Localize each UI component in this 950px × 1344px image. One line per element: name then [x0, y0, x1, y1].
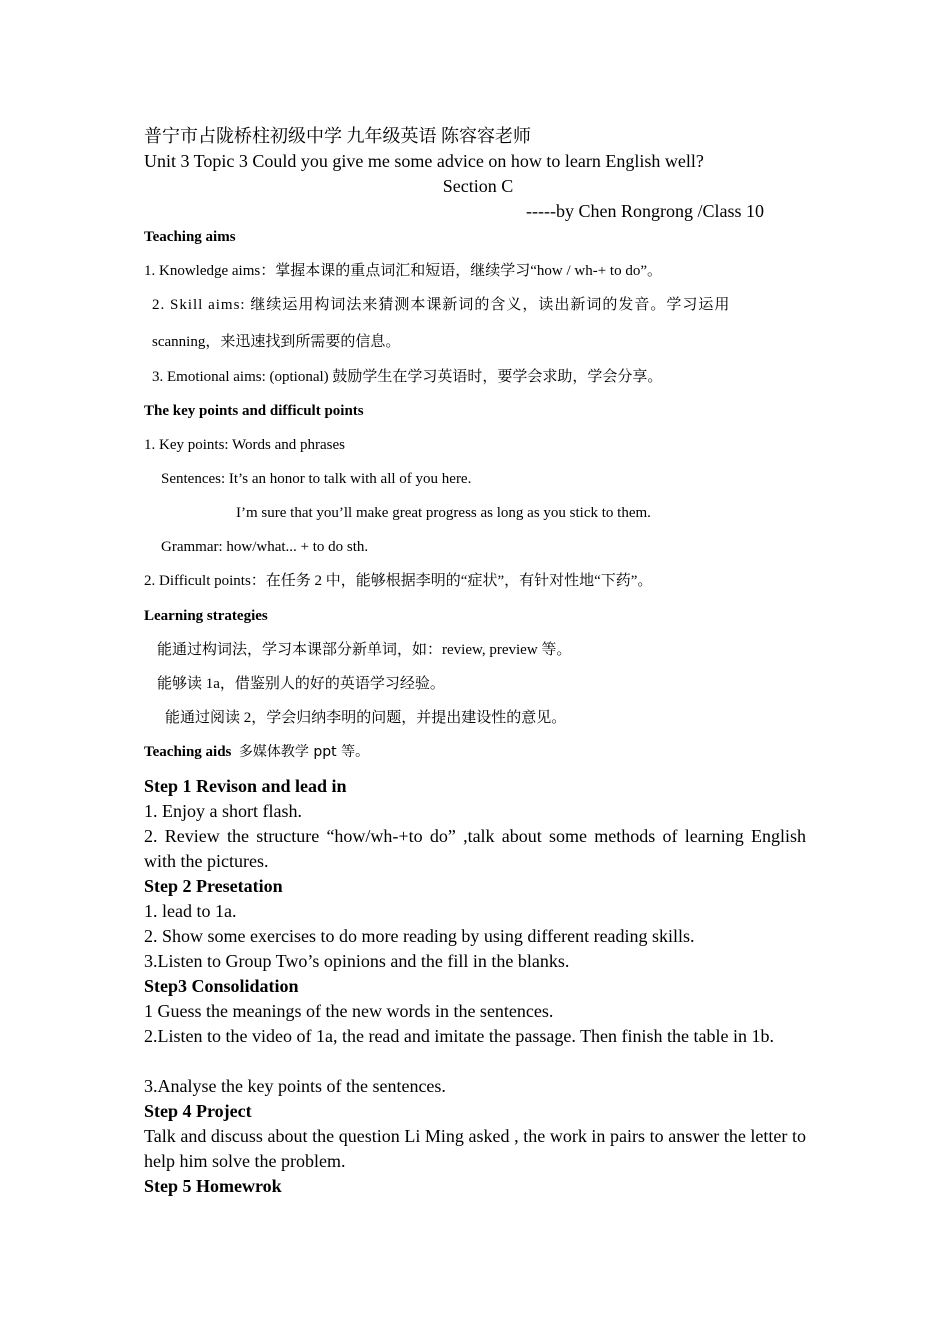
section-label: Section C	[442, 176, 514, 196]
key-points-heading: The key points and difficult points	[144, 403, 364, 419]
step4-title: Step 4 Project	[144, 1101, 252, 1121]
unit-title: Unit 3 Topic 3 Could you give me some advice on how to learn English well?	[144, 151, 704, 171]
knowledge-aims: 1. Knowledge aims：掌握本课的重点词汇和短语，继续学习“how / wh-+ to do”。	[144, 263, 663, 279]
key-sentence-1: Sentences: It’s an honor to talk with all of you here.	[161, 471, 472, 487]
teaching-aims-heading: Teaching aims	[144, 229, 236, 245]
skill-aims-line2: scanning，来迅速找到所需要的信息。	[152, 334, 401, 350]
step3-item1: 1 Guess the meanings of the new words in the sentences.	[144, 1001, 554, 1021]
step1-item1: 1. Enjoy a short flash.	[144, 801, 302, 821]
step1-title: Step 1 Revison and lead in	[144, 776, 347, 796]
grammar-point: Grammar: how/what... + to do sth.	[161, 539, 369, 555]
step3-item2: 2.Listen to the video of 1a, the read and imitate the passage. Then finish the table in 1b.	[144, 1026, 774, 1046]
skill-aims-line1: 2. Skill aims: 继续运用构词法来猜测本课新词的含义，读出新词的发音。学习运用	[152, 297, 731, 313]
byline: -----by Chen Rongrong /Class 10	[526, 201, 764, 221]
teaching-aids-heading: Teaching aids	[144, 744, 232, 760]
step2-title: Step 2 Presetation	[144, 876, 283, 896]
strategy-2: 能够读 1a，借鉴别人的好的英语学习经验。	[157, 676, 445, 692]
school-line: 普宁市占陇桥柱初级中学 九年级英语 陈容容老师	[144, 126, 531, 146]
step2-item2: 2. Show some exercises to do more reading by using different reading skills.	[144, 926, 695, 946]
emotional-aims: 3. Emotional aims: (optional) 鼓励学生在学习英语时，要学会求助，学会分享。	[152, 369, 663, 385]
strategy-1: 能通过构词法，学习本课部分新单词，如：review, preview 等。	[157, 642, 572, 658]
key-sentence-2: I’m sure that you’ll make great progress as long as you stick to them.	[236, 505, 651, 521]
step4-item1: Talk and discuss about the question Li Ming asked , the work in pairs to answer the letter to help him solve the problem.	[144, 1126, 806, 1171]
key-points: 1. Key points: Words and phrases	[144, 437, 345, 453]
step5-title: Step 5 Homewrok	[144, 1176, 282, 1196]
step1-item2: 2. Review the structure “how/wh-+to do” ,talk about some methods of learning English with the pictures.	[144, 826, 806, 871]
difficult-points: 2. Difficult points：在任务 2 中，能够根据李明的“症状”，有针对性地“下药”。	[144, 573, 653, 589]
strategies-heading: Learning strategies	[144, 608, 268, 624]
step3-title: Step3 Consolidation	[144, 976, 299, 996]
teaching-aids	[144, 742, 806, 762]
step3-item3: 3.Analyse the key points of the sentences.	[144, 1076, 446, 1096]
step2-item3: 3.Listen to Group Two’s opinions and the fill in the blanks.	[144, 951, 570, 971]
step2-item1: 1. lead to 1a.	[144, 901, 237, 921]
teaching-aids-text: 多媒体教学 ppt 等。	[238, 744, 370, 760]
strategy-3: 能通过阅读 2，学会归纳李明的问题，并提出建设性的意见。	[165, 710, 567, 726]
